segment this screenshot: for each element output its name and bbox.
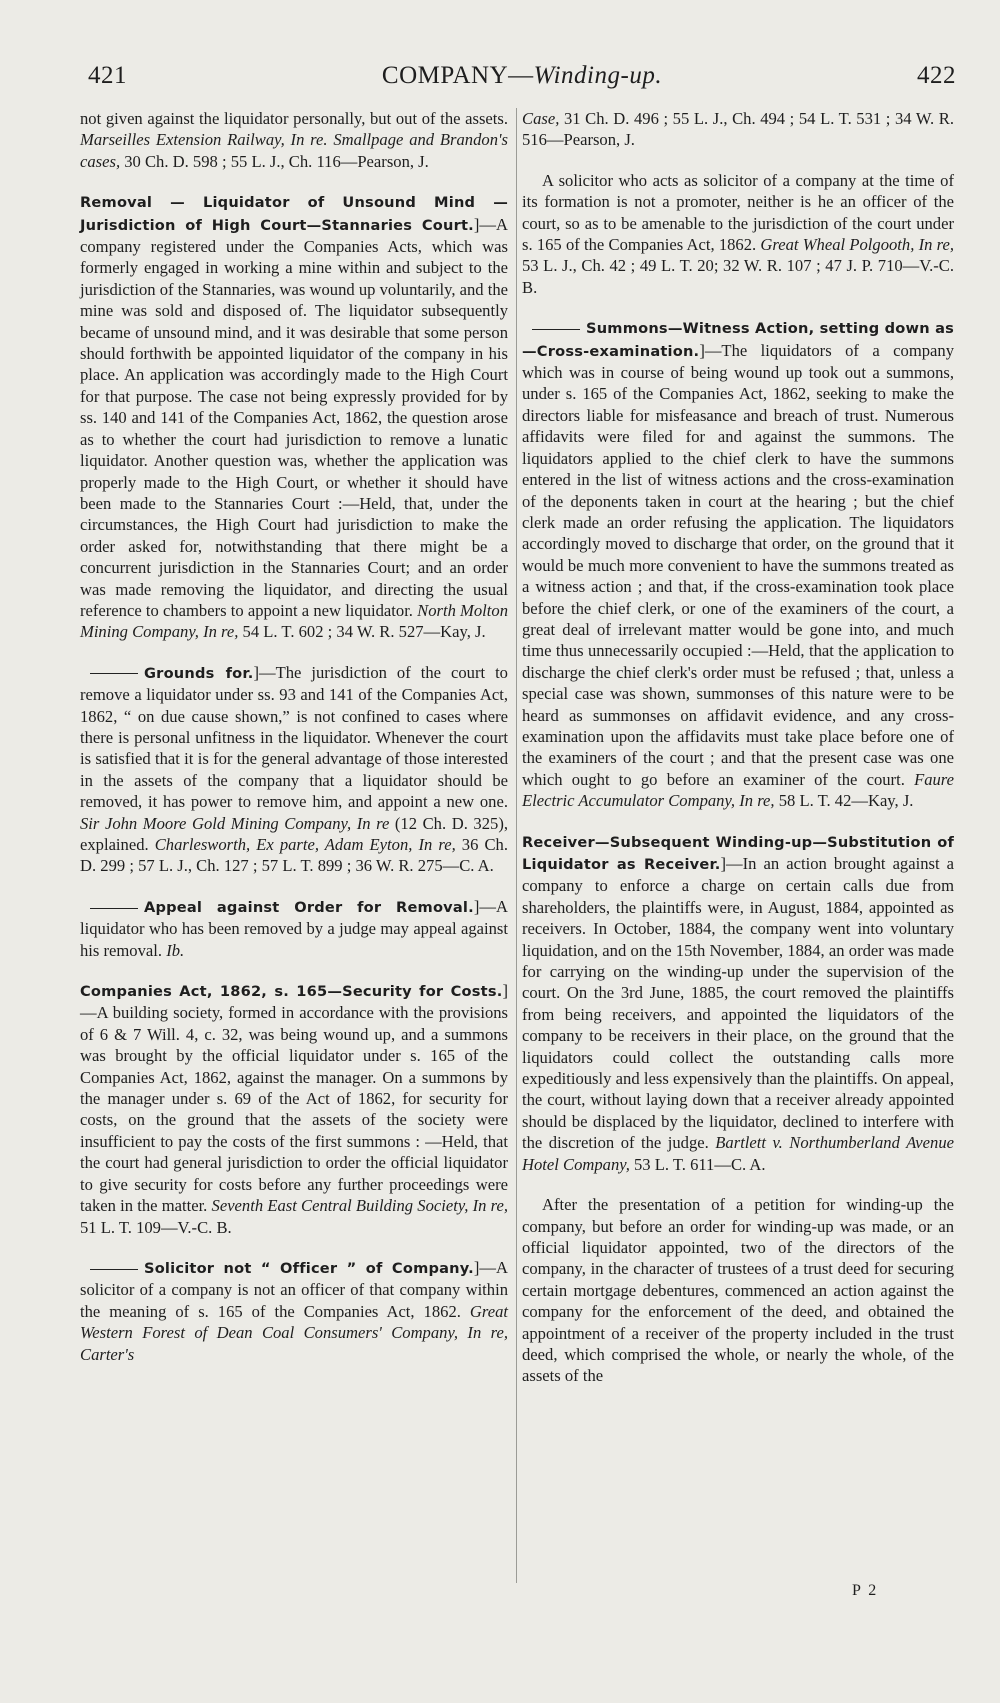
paragraph [522, 317, 954, 811]
paragraph-text: 53 L. J., Ch. 42 ; 49 L. T. 20; 32 W. R. 107 ; 47 J. P. 710—V.-C. B. [522, 256, 954, 297]
paragraph-text: 36 Ch. D. 299 ; 57 L. J., Ch. 127 ; 57 L. T. 899 ; 36 W. R. 275—C. A. [80, 835, 508, 876]
paragraph [80, 662, 508, 877]
em-rule [90, 908, 138, 909]
em-rule [90, 1269, 138, 1270]
em-rule [90, 673, 138, 674]
section-heading: Summons—Witness Action, setting down as—Cross-examination. [522, 320, 955, 360]
case-citation: North Molton Mining Company, In re, [80, 600, 508, 642]
paragraph [522, 831, 954, 1176]
paragraph-text: not given against the liquidator personally, but out of the assets. [80, 109, 508, 128]
running-title [88, 62, 956, 90]
running-title-italic: Winding-up. [533, 62, 663, 89]
paragraph-text: ]—A company registered under the Companies Acts, which was formerly engaged in working a mine within and subject to the jurisdiction of the Stannaries, was wound up voluntarily, and the mine was sold and disposed of. The liquidator subsequently became of unsound mind, and it was desirable that some person should forthwith be appointed liquidator of the company in his place. An application was accordingly made to the High Court for that purpose. The case not being expressly provided for by ss. 140 and 141 of the Companies Act, 1862, the question arose as to whether the court had jurisdiction to remove a lunatic liquidator. Another question was, whether the application was properly made to the High Court, or whether it should have been made to the Stannaries Court :—Held, that, under the circumstances, the High Court had jurisdiction to make the order asked for, notwithstanding that there might be a concurrent jurisdiction in the Stannaries Court; and an order was made removing the liquidator, and directing the usual reference to chambers to appoint a new liquidator. [80, 214, 508, 620]
paragraph-text: 58 L. T. 42—Kay, J. [774, 791, 914, 811]
case-citation: Ib. [166, 940, 185, 960]
case-citation: Charlesworth, Ex parte, Adam Eyton, In re, [154, 835, 456, 854]
column-divider [516, 108, 517, 1583]
paragraph-text: ]—The jurisdiction of the court to remove a liquidator under ss. 93 and 141 of the Companies Act, 1862, “ on due cause shown,” is not confined to cases where there is personal unfitness in the liquidator. Whenever the court is satisfied that it is for the general advantage of those interested in the assets of the company that a liquidator should be removed, it has power to remove him, and appoint a new one. [80, 662, 508, 812]
paragraph-text: A solicitor who acts as solicitor of a company at the time of its formation is not a promoter, neither is he an officer of the court, so as to be amenable to the jurisdiction of the court under s. 165 of the Companies Act, 1862. [522, 170, 954, 255]
paragraph [80, 980, 508, 1238]
paragraph [522, 108, 954, 151]
paragraph-text: 51 L. T. 109—V.-C. B. [80, 1217, 232, 1237]
paragraph-text: ]—A solicitor of a company is not an officer of that company within the meaning of s. 165 of the Companies Act, 1862. [80, 1257, 508, 1321]
left-column [80, 108, 508, 1384]
paragraph-text: After the presentation of a petition for winding-up the company, but before an order for winding-up was made, or an official liquidator appointed, two of the directors of the company, in the character of trustees of a trust deed for securing certain mortgage debentures, commenced an action against the company for the enforcement of the deed, and obtained the appointment of a receiver of the property included in the trust deed, which comprised the whole, or nearly the whole, of the assets of the [522, 1195, 954, 1386]
paragraph-text: 54 L. T. 602 ; 34 W. R. 527—Kay, J. [238, 622, 486, 642]
case-citation: Sir John Moore Gold Mining Company, In re [80, 813, 390, 833]
paragraph-text: 53 L. T. 611—C. A. [629, 1154, 766, 1174]
paragraph-text: ]—A liquidator who has been removed by a judge may appeal against his removal. [80, 896, 508, 960]
page-number-right: 422 [917, 62, 956, 89]
section-heading: Companies Act, 1862, s. 165—Security for Costs. [80, 983, 503, 1001]
paragraph [522, 1194, 954, 1387]
section-heading: Appeal against Order for Removal. [144, 898, 474, 916]
paragraph-text: ]—In an action brought against a company to enforce a charge on certain calls due from shareholders, the plaintiffs were, in August, 1884, appointed as receivers. In October, 1884, the company went into voluntary liquidation, and on the 15th November, 1884, an order was made for carrying on the winding-up under the supervision of the court. On the 3rd June, 1885, the court removed the plaintiffs from being receivers, and appointed the liquidators of the company to be receivers in their place, on the ground that the liquidators could collect the outstanding calls more expeditiously and less expensively than the plaintiffs. On appeal, the court, without laying down that a receiver already appointed should be displaced by the liquidator, declined to interfere with the discretion of the judge. [522, 854, 954, 1153]
case-citation: Bartlett v. Northumberland Avenue Hotel Company, [522, 1133, 954, 1174]
paragraph-text: ]—The liquidators of a company which was in course of being wound up took out a summons, under s. 165 of the Companies Act, 1862, seeking to make the directors liable for misfeasance and breach of trust. Numerous affidavits were filed for and against the summons. The liquidators applied to the chief clerk to have the summons entered in the list of witness actions and the cross-examination of the deponents taken in court at the hearing ; but the chief clerk made an order refusing the application. The liquidators accordingly moved to discharge that order, on the ground that it would be much more convenient to have the summons treated as a witness action ; and that, if the cross-examination took place before the chief clerk, or one of the examiners of the court, a great deal of irrelevant matter would be gone into, and much time thus unnecessarily occupied :—Held, that the application to discharge the chief clerk's order must be refused ; that, unless a special case was shown, summonses of this nature were to be heard as summonses on affidavit evidence, and any cross-examination upon the affidavits must take place before one of the examiners of the court ; and that the present case was one which ought to go before an examiner of the court. [522, 340, 954, 789]
paragraph-text: 30 Ch. D. 598 ; 55 L. J., Ch. 116—Pearson, J. [120, 151, 429, 171]
paragraph-text: 31 Ch. D. 496 ; 55 L. J., Ch. 494 ; 54 L. T. 531 ; 34 W. R. 516—Pearson, J. [522, 109, 954, 150]
running-title-main: COMPANY— [381, 62, 534, 89]
section-heading: Solicitor not “ Officer ” of Company. [144, 1259, 474, 1277]
right-column [522, 108, 954, 1406]
section-heading: Removal — Liquidator of Unsound Mind — Jurisdiction of High Court—Stannaries Court. [80, 194, 508, 234]
paragraph [80, 896, 508, 961]
paragraph [80, 191, 508, 643]
paragraph-text: ]—A building society, formed in accordance with the provisions of 6 & 7 Will. 4, c. 32, was being wound up, and a summons was brought by the official liquidator under s. 165 of the Companies Act, 1862, against the manager. On a summons by the manager under s. 69 of the Act of 1862, for security for costs, on the ground that the assets of the society were insufficient to pay the costs of the first summons : —Held, that the court had general jurisdiction to order the official liquidator to give security for costs before any further proceedings were taken in the matter. [80, 981, 508, 1216]
em-rule [532, 329, 580, 330]
printer-signature-mark: P 2 [852, 1582, 879, 1599]
paragraph [80, 108, 508, 172]
case-citation: Great Western Forest of Dean Coal Consumers' Company, In re, Carter's [80, 1301, 508, 1364]
case-citation: Great Wheal Polgooth, In re, [760, 235, 954, 255]
page-number-left: 421 [88, 62, 127, 89]
case-citation: Faure Electric Accumulator Company, In re, [522, 769, 954, 811]
case-citation: Marseilles Extension Railway, In re. Smallpage and Brandon's cases, [80, 130, 508, 171]
page-header [88, 62, 956, 102]
paragraph [522, 170, 954, 298]
section-heading: Receiver—Subsequent Winding-up—Substitution of Liquidator as Receiver. [522, 833, 954, 873]
case-citation: Seventh East Central Building Society, In re, [211, 1196, 508, 1216]
section-heading: Grounds for. [144, 664, 254, 682]
case-citation: Case, [522, 109, 560, 128]
paragraph [80, 1257, 508, 1365]
paragraph-text: (12 Ch. D. 325), explained. [80, 813, 508, 854]
